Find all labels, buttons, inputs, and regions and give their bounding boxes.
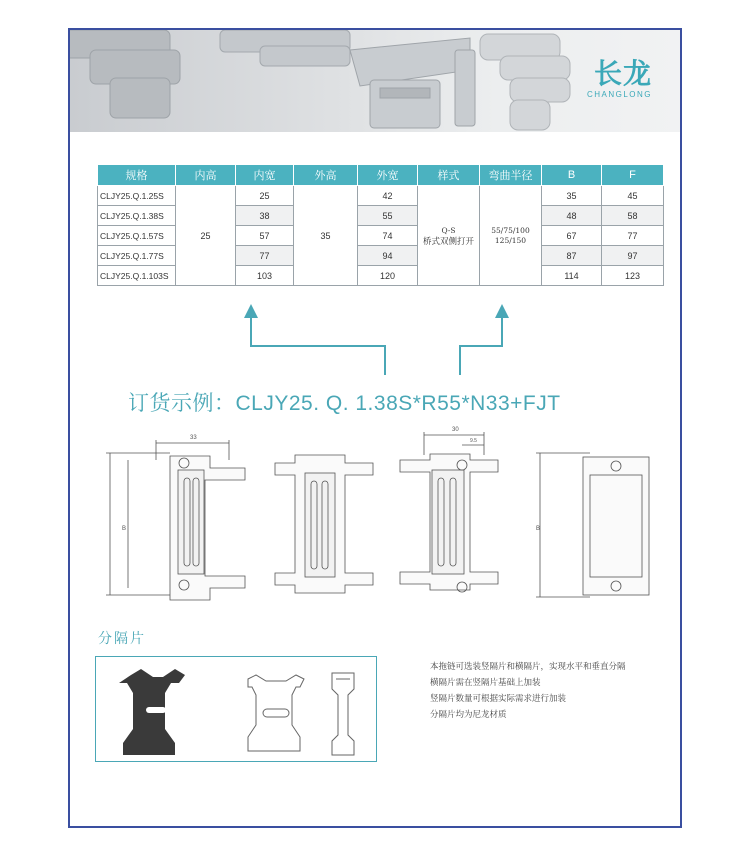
outer-width-cell: 74 [358,226,418,246]
separator-notes [430,658,626,722]
style-desc: 桥式双侧打开 [422,235,474,246]
brand-logo-en: CHANGLONG [586,90,652,99]
f-cell: 77 [602,226,664,246]
f-cell: 123 [602,266,664,286]
col-header-outer-height: 外高 [294,165,358,186]
outer-width-cell: 120 [358,266,418,286]
inner-width-cell: 103 [236,266,294,286]
note-line: 本拖链可选装竖隔片和横隔片，实现水平和垂直分隔 [430,661,626,671]
outer-width-cell: 94 [358,246,418,266]
col-header-inner-width: 内宽 [236,165,294,186]
brand-logo-cn: 长龙 [593,57,652,90]
b-cell: 48 [542,206,602,226]
drawing-front-view [536,453,649,597]
inner-width-cell: 77 [236,246,294,266]
outer-width-cell: 55 [358,206,418,226]
drawing-side-view-3 [400,432,498,592]
catalog-page [68,28,682,828]
outer-width-cell: 42 [358,186,418,206]
model-cell: CLJY25.Q.1.57S [98,226,176,246]
dim-label-30: 30 [452,427,459,433]
model-cell: CLJY25.Q.1.25S [98,186,176,206]
style-code: Q-S [441,225,456,235]
f-cell: 97 [602,246,664,266]
drawing-side-view-2 [275,455,373,593]
col-header-b: B [542,165,602,186]
separator-images [96,657,378,763]
b-cell: 35 [542,186,602,206]
col-header-style: 样式 [418,165,480,186]
f-cell: 45 [602,186,664,206]
inner-width-cell: 38 [236,206,294,226]
dim-label-33: 33 [190,435,197,441]
inner-height-cell: 25 [176,186,236,286]
col-header-outer-width: 外宽 [358,165,418,186]
b-cell: 114 [542,266,602,286]
separator-section-title: 分隔片 [98,630,146,646]
inner-width-cell: 25 [236,186,294,206]
model-cell: CLJY25.Q.1.103S [98,266,176,286]
col-header-inner-height: 内高 [176,165,236,186]
note-line: 横隔片需在竖隔片基础上加装 [430,677,541,687]
bend-radius-line1: 55/75/100 [491,225,530,235]
bend-radius-line2: 125/150 [494,235,527,245]
col-header-f: F [602,165,664,186]
col-header-model: 规格 [98,165,176,186]
model-cell: CLJY25.Q.1.77S [98,246,176,266]
model-cell: CLJY25.Q.1.38S [98,206,176,226]
b-cell: 87 [542,246,602,266]
separator-image-box [95,656,377,762]
inner-width-cell: 57 [236,226,294,246]
f-cell: 58 [602,206,664,226]
dim-label-small: 9.5 [470,438,477,444]
dim-label-b2: B [536,526,541,532]
note-line: 竖隔片数量可根据实际需求进行加装 [430,693,567,703]
col-header-bend-radius: 弯曲半径 [480,165,542,186]
separator-side-view [332,673,354,755]
note-line: 分隔片均为尼龙材质 [430,709,507,719]
outer-height-cell: 35 [294,186,358,286]
separator-outline-view [248,675,304,751]
dim-label-b: B [122,526,127,532]
technical-drawings [70,30,680,630]
drawing-side-view-1 [106,440,245,600]
b-cell: 67 [542,226,602,246]
order-example: 订货示例：CLJY25. Q. 1.38S*R55*N33+FJT [128,392,561,415]
separator-solid-view [119,669,185,755]
